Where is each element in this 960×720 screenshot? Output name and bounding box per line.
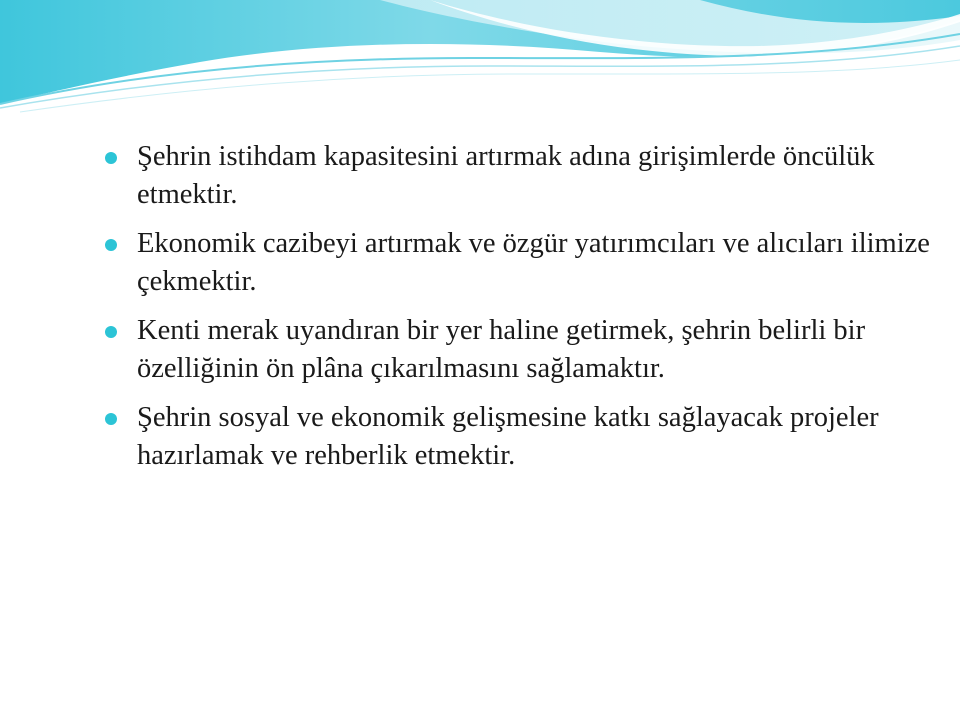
bullet-icon — [105, 326, 117, 338]
bullet-icon — [105, 239, 117, 251]
list-item — [105, 225, 935, 301]
bullet-text: Ekonomik cazibeyi artırmak ve özgür yatırımcıları ve alıcıları ilimize çekmektir. — [137, 228, 930, 297]
list-item — [105, 312, 935, 388]
bullet-text: Şehrin sosyal ve ekonomik gelişmesine katkı sağlayacak projeler hazırlamak ve rehberlik etmektir. — [137, 402, 879, 471]
bullet-icon — [105, 413, 117, 425]
bullet-text: Şehrin istihdam kapasitesini artırmak adına girişimlerde öncülük etmektir. — [137, 141, 875, 210]
list-item — [105, 138, 935, 214]
list-item — [105, 399, 935, 475]
bullet-icon — [105, 152, 117, 164]
bullet-text: Kenti merak uyandıran bir yer haline getirmek, şehrin belirli bir özelliğinin ön plâna çıkarılmasını sağlamaktır. — [137, 315, 866, 384]
bullet-list — [105, 138, 935, 486]
header-wave-decoration — [0, 0, 960, 130]
